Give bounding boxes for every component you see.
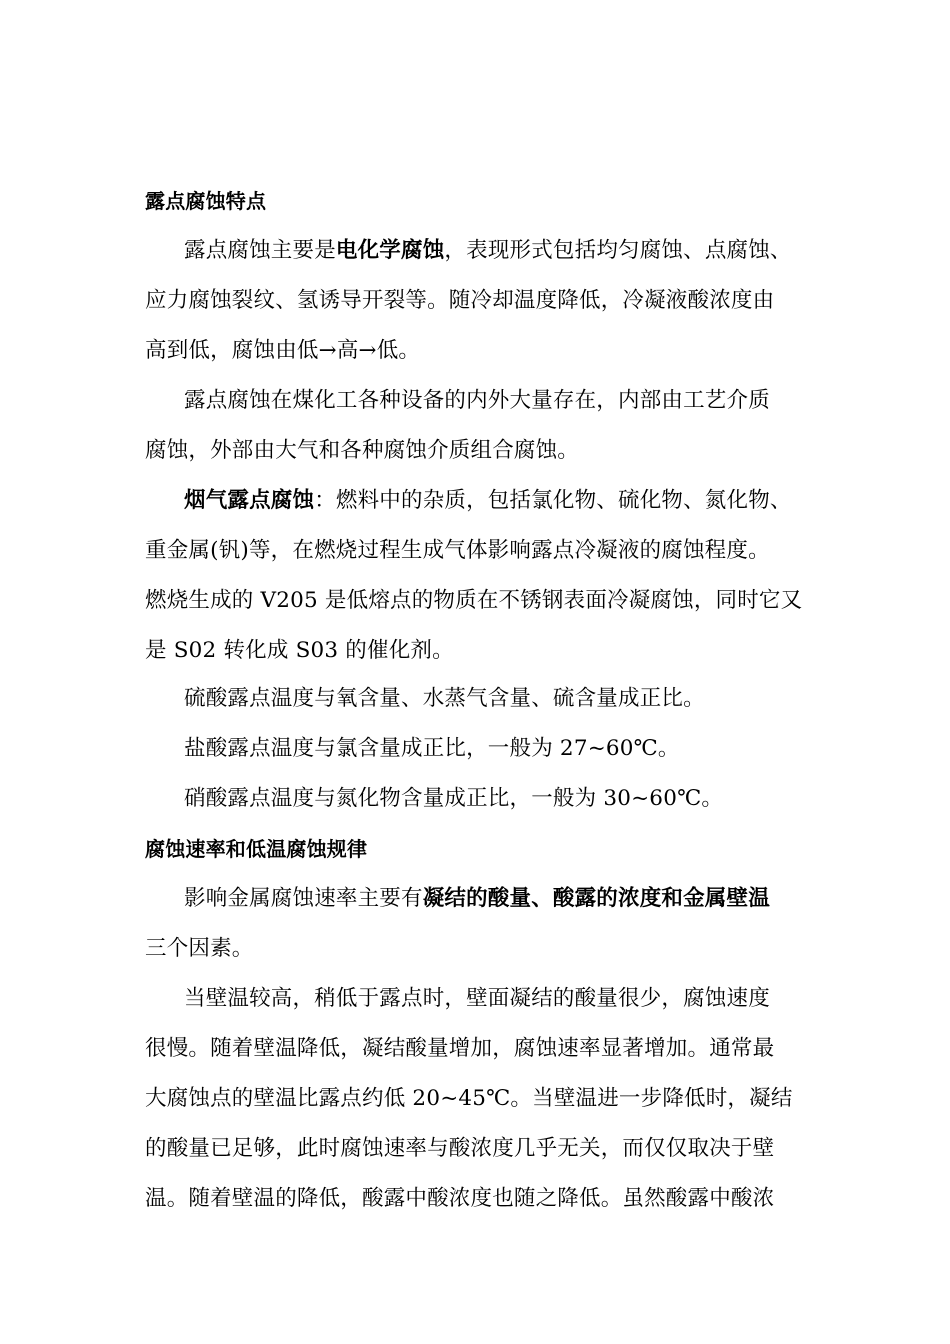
- paragraph-line: 腐蚀，外部由大气和各种腐蚀介质组合腐蚀。: [145, 438, 580, 463]
- section-heading-corrosion-rate: 腐蚀速率和低温腐蚀规律: [145, 837, 368, 861]
- text: ，表现形式包括均匀腐蚀、点腐蚀、: [444, 238, 792, 263]
- bold-term: 凝结的酸量、酸露的浓度和金属壁温: [422, 886, 770, 911]
- paragraph-line: 是 S02 转化成 S03 的催化剂。: [145, 638, 454, 663]
- text: 露点腐蚀主要是: [184, 238, 336, 263]
- paragraph-line: 高到低，腐蚀由低→高→低。: [145, 338, 421, 363]
- paragraph-line: 大腐蚀点的壁温比露点约低 20~45℃。当壁温进一步降低时，凝结: [145, 1086, 793, 1111]
- section-heading-dew-point-corrosion: 露点腐蚀特点: [145, 189, 267, 213]
- text: 影响金属腐蚀速率主要有: [184, 886, 423, 911]
- paragraph-line: [145, 484, 805, 534]
- paragraph-line: 露点腐蚀在煤化工各种设备的内外大量存在，内部由工艺介质: [184, 388, 770, 413]
- paragraph-line: 燃烧生成的 V205 是低熔点的物质在不锈钢表面冷凝腐蚀，同时它又: [145, 588, 803, 613]
- paragraph-line: 硫酸露点温度与氧含量、水蒸气含量、硫含量成正比。: [184, 686, 705, 711]
- bold-term: 电化学腐蚀: [335, 238, 445, 263]
- paragraph-line: 三个因素。: [145, 936, 254, 961]
- paragraph-line: 重金属(钒)等，在燃烧过程生成气体影响露点冷凝液的腐蚀程度。: [145, 538, 770, 563]
- paragraph-line: [145, 882, 805, 932]
- paragraph-line: 盐酸露点温度与氯含量成正比，一般为 27~60℃。: [184, 736, 680, 761]
- paragraph-line: 当壁温较高，稍低于露点时，壁面凝结的酸量很少，腐蚀速度: [184, 986, 770, 1011]
- bold-term: 烟气露点腐蚀: [184, 488, 315, 513]
- text: ：燃料中的杂质，包括氯化物、硫化物、氮化物、: [314, 488, 792, 513]
- paragraph-line: 温。随着壁温的降低，酸露中酸浓度也随之降低。虽然酸露中酸浓: [145, 1186, 775, 1211]
- paragraph-line: 硝酸露点温度与氮化物含量成正比，一般为 30~60℃。: [184, 786, 724, 811]
- paragraph-line: 应力腐蚀裂纹、氢诱导开裂等。随冷却温度降低，冷凝液酸浓度由: [145, 288, 775, 313]
- document-page: [145, 184, 805, 1232]
- paragraph-line: [145, 234, 805, 284]
- paragraph-line: 很慢。随着壁温降低，凝结酸量增加，腐蚀速率显著增加。通常最: [145, 1036, 775, 1061]
- paragraph-line: 的酸量已足够，此时腐蚀速率与酸浓度几乎无关，而仅仅取决于壁: [145, 1136, 775, 1161]
